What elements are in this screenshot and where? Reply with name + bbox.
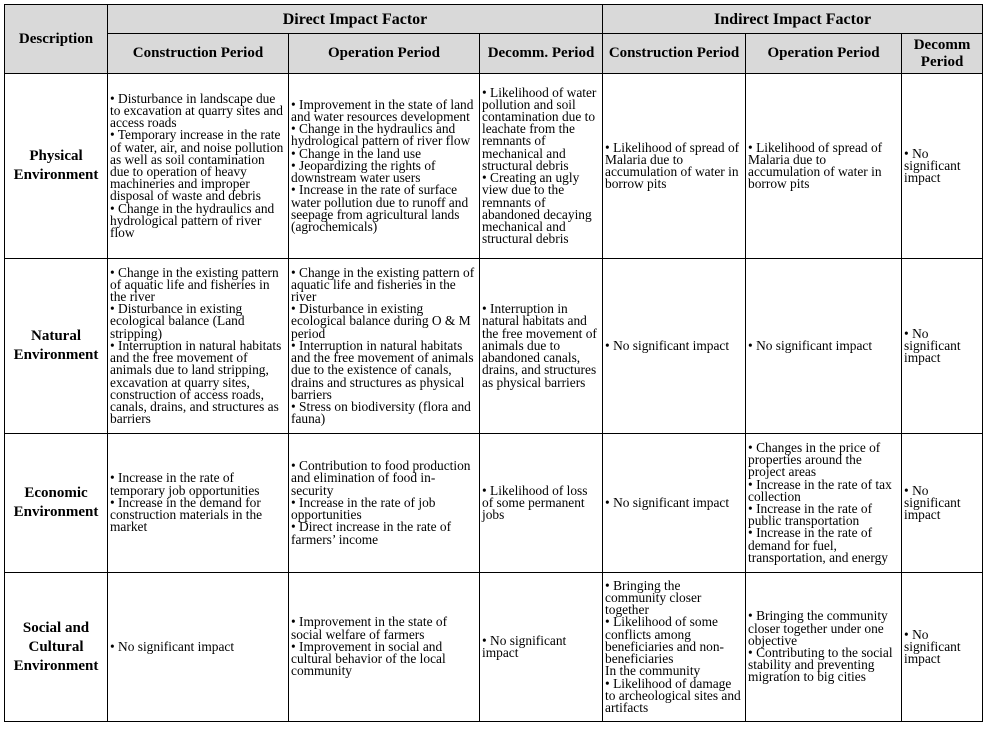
cell-indirect-decomm	[902, 434, 983, 573]
impact-item: • Likelihood of spread of Malaria due to accumulation of water in borrow pits	[748, 139, 883, 192]
impact-item: • No significant impact	[904, 482, 961, 523]
table-row	[5, 74, 983, 259]
cell-indirect-operation	[746, 74, 902, 259]
direct-impact-header: Direct Impact Factor	[108, 5, 603, 34]
impact-item: • Increase in the demand for construction materials in the market	[110, 494, 263, 535]
impact-item: • Improvement in the state of social welfare of farmers	[291, 614, 448, 642]
impact-item: • No significant impact	[904, 325, 961, 366]
cell-direct-operation	[289, 434, 480, 573]
table-row	[5, 573, 983, 722]
impact-item: • Change in the existing pattern of aquatic life and fisheries in the river	[110, 264, 279, 305]
table-row	[5, 434, 983, 573]
impact-item: • Improvement in social and cultural behavior of the local community	[291, 638, 446, 679]
impact-item: • Likelihood of damage to archeological sites and artifacts	[605, 675, 741, 715]
header-row-periods	[5, 34, 983, 74]
impact-item: • Increase in the rate of demand for fuel, transportation, and energy	[748, 525, 888, 565]
impact-item: • Disturbance in existing ecological balance (Land stripping)	[110, 301, 245, 341]
cell-indirect-operation	[746, 573, 902, 722]
cell-direct-construction	[108, 434, 289, 573]
impact-item: • No significant impact	[904, 626, 961, 667]
impact-item: • No significant impact	[605, 337, 730, 353]
cell-indirect-operation	[746, 259, 902, 434]
table-row	[5, 259, 983, 434]
cell-indirect-operation	[746, 434, 902, 573]
cell-direct-decomm	[480, 573, 603, 722]
impact-item: • Contributing to the social stability and preventing migration to big cities	[748, 645, 893, 685]
cell-indirect-decomm	[902, 573, 983, 722]
cell-indirect-construction	[603, 74, 746, 259]
cell-direct-operation	[289, 259, 480, 434]
cell-indirect-construction	[603, 573, 746, 722]
cell-direct-operation	[289, 74, 480, 259]
impact-item: • Increase in the rate of temporary job opportunities	[110, 470, 260, 498]
header-row-groups	[5, 5, 983, 34]
impact-item: • Improvement in the state of land and water resources development	[291, 96, 474, 125]
cell-direct-construction	[108, 259, 289, 434]
impact-table-container	[4, 4, 983, 722]
direct-construction-header: Construction Period	[108, 34, 289, 74]
impact-item: • Increase in the rate of surface water pollution due to runoff and seepage from agricultural lands (agrochemicals)	[291, 182, 469, 234]
impact-item: • Creating an ugly view due to the remnants of abandoned decaying mechanical and structural debris	[482, 170, 592, 247]
impact-item: • Likelihood of loss of some permanent jobs	[482, 482, 588, 523]
impact-item: • Contribution to food production and elimination of food in-security	[291, 458, 471, 498]
cell-direct-construction	[108, 573, 289, 722]
impact-item: In the community	[605, 663, 701, 679]
impact-item: • Disturbance in landscape due to excavation at quarry sites and access roads	[110, 90, 283, 131]
cell-indirect-decomm	[902, 74, 983, 259]
cell-direct-operation	[289, 573, 480, 722]
impact-item: • No significant impact	[605, 494, 730, 510]
impact-item: • No significant impact	[748, 337, 873, 353]
impact-item: • No significant impact	[482, 632, 567, 660]
direct-decomm-header: Decomm. Period	[480, 34, 603, 74]
cell-direct-decomm	[480, 259, 603, 434]
indirect-operation-header: Operation Period	[746, 34, 902, 74]
impact-item: • Increase in the rate of tax collection	[748, 476, 892, 504]
impact-item: • Interruption in natural habitats and the free movement of animals due to the existence of canals, drains and structures as physical barriers	[291, 337, 474, 402]
impact-item: • Bringing the community closer together	[605, 577, 702, 618]
cell-direct-decomm	[480, 74, 603, 259]
impact-factor-table	[4, 4, 983, 722]
description-header: Description	[5, 5, 108, 74]
cell-indirect-construction	[603, 259, 746, 434]
impact-item: • Disturbance in existing ecological balance during O & M period	[291, 301, 471, 341]
impact-item: • Changes in the price of properties around the project areas	[748, 439, 881, 480]
cell-direct-construction	[108, 74, 289, 259]
indirect-decomm-header: Decomm Period	[902, 34, 983, 74]
impact-item: • Change in the land use	[291, 145, 422, 161]
cell-indirect-construction	[603, 434, 746, 573]
impact-item: • Direct increase in the rate of farmers’ income	[291, 519, 452, 547]
impact-item: • Increase in the rate of public transportation	[748, 501, 873, 529]
impact-item: • Interruption in natural habitats and the free movement of animals due to land stripping, excavation at quarry sites, construction of access roads, canals, drains, and structures as barriers	[110, 337, 282, 427]
impact-item: • Temporary increase in the rate of water, air, and noise pollution as well as soil contamination due to operation of heavy machineries and improper disposal of waste and debris	[110, 127, 284, 204]
cell-indirect-decomm	[902, 259, 983, 434]
impact-item: • Likelihood of water pollution and soil contamination due to leachate from the remnants of mechanical and structural debris	[482, 84, 597, 173]
row-label: Physical Environment	[5, 74, 108, 259]
row-label: Social and Cultural Environment	[5, 573, 108, 722]
impact-item: • Stress on biodiversity (flora and fauna)	[291, 398, 471, 427]
cell-direct-decomm	[480, 434, 603, 573]
row-label: Economic Environment	[5, 434, 108, 573]
impact-item: • Interruption in natural habitats and the free movement of animals due to abandoned canals, drains, and structures as physical barriers	[482, 301, 597, 390]
impact-item: • Likelihood of spread of Malaria due to accumulation of water in borrow pits	[605, 139, 740, 192]
impact-item: • Jeopardizing the rights of downstream water users	[291, 157, 436, 186]
impact-item: • No significant impact	[904, 145, 961, 186]
impact-item: • Change in the hydraulics and hydrological pattern of river flow	[291, 121, 471, 149]
impact-item: • Likelihood of some conflicts among beneficiaries and non-beneficiaries	[605, 614, 725, 667]
impact-item: • No significant impact	[110, 638, 235, 654]
direct-operation-header: Operation Period	[289, 34, 480, 74]
impact-item: • Change in the hydraulics and hydrological pattern of river flow	[110, 200, 275, 241]
impact-item: • Increase in the rate of job opportunities	[291, 494, 436, 523]
impact-item: • Bringing the community closer together under one objective	[748, 608, 888, 648]
row-label: Natural Environment	[5, 259, 108, 434]
indirect-impact-header: Indirect Impact Factor	[603, 5, 983, 34]
indirect-construction-header: Construction Period	[603, 34, 746, 74]
impact-item: • Change in the existing pattern of aquatic life and fisheries in the river	[291, 264, 475, 305]
